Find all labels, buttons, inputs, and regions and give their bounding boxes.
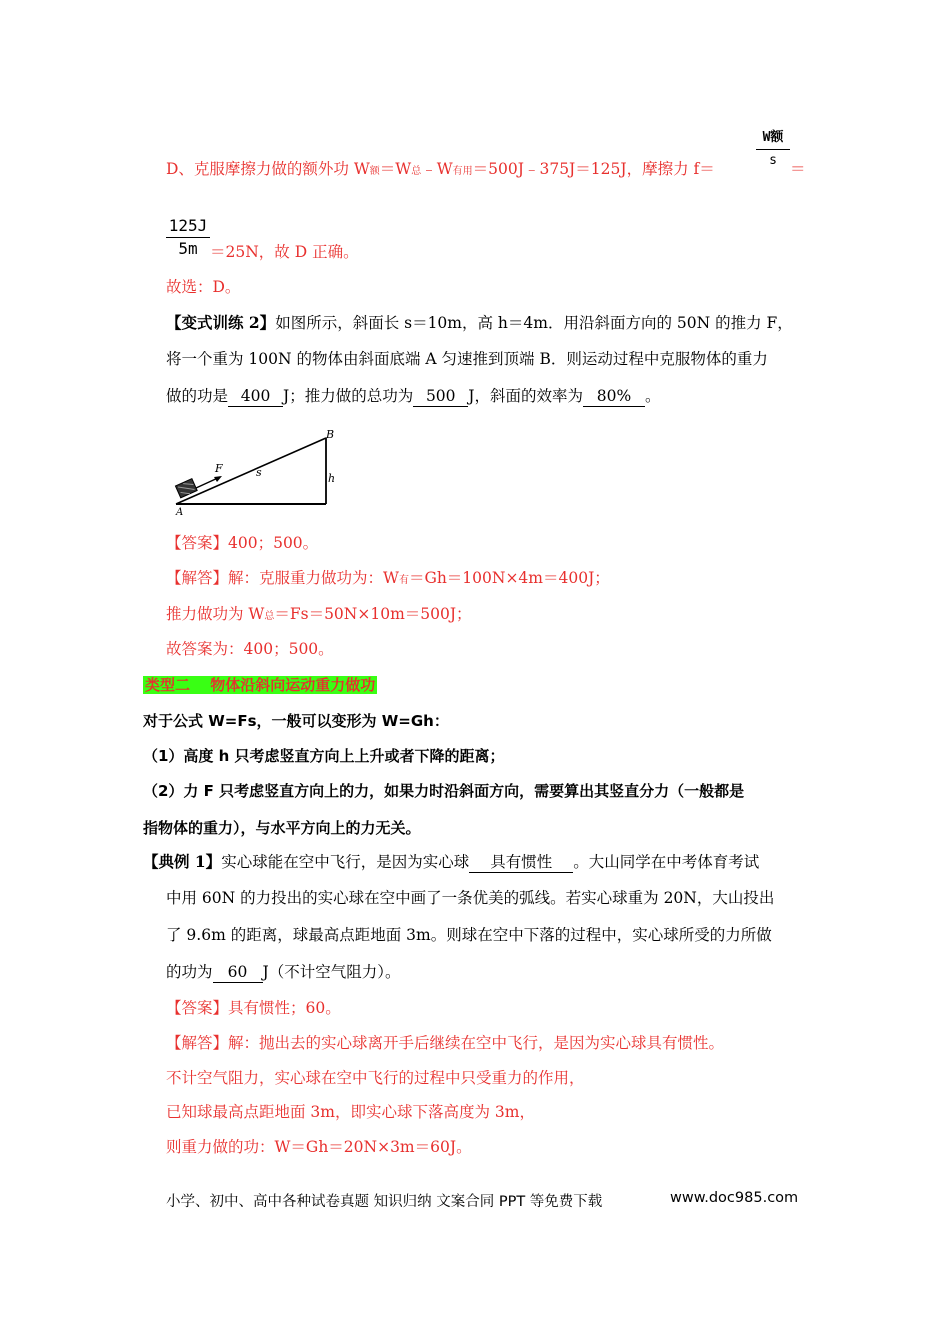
example1-text4b: J（不计空气阻力）。 [262,963,401,981]
solution2-line3: 已知球最高点距地面 3m，即实心球下落高度为 3m， [166,1103,535,1121]
part-d-rest: ＝500J﹣375J＝125J，摩擦力 f＝ [472,160,715,178]
example1-line3: 了 9.6m 的距离，球最高点距地面 3m。则球在空中下落的过程中，实心球所受的力所做 [166,926,772,944]
block-object [175,479,197,498]
variant2-line1 [166,312,793,334]
type2-heading [143,674,377,695]
label-f: F [215,462,223,475]
fraction-125j-over-5m [166,216,210,260]
variant2-line2: 将一个重为 100N 的物体由斜面底端 A 匀速推到顶端 B．则运动过程中克服物体的重力 [166,350,768,368]
blank-total-work: 500 [413,386,468,407]
answer2: 【答案】具有惯性；60。 [166,999,341,1017]
blank-inertia: 具有惯性 [469,852,573,873]
part-d-minus: ﹣W [421,160,453,178]
part-d-eq1: ＝W [379,160,412,178]
variant2-label: 【变式训练 2】 [166,313,276,332]
type2-para2: （1）高度 h 只考虑竖直方向上上升或者下降的距离； [143,747,505,765]
answer1: 【答案】400；500。 [166,534,319,552]
label-s: s [256,466,262,479]
fraction-w-over-s [756,128,790,171]
footer-right: www.doc985.com [670,1190,799,1206]
solution1-sub2: 总 [264,611,275,622]
incline-hypotenuse [176,438,326,504]
example1-line1 [143,851,759,873]
fraction2-numerator: 125J [168,216,208,235]
part-d-prefix: D、克服摩擦力做的额外功 W [166,160,370,178]
fraction1-denominator: s [769,153,777,168]
example1-text1a: 实心球能在空中飞行，是因为实心球 [221,853,470,871]
solution2-line4: 则重力做的功：W＝Gh＝20N×3m＝60J。 [166,1138,472,1156]
blank-work-gravity: 400 [228,386,283,407]
type2-para4: 指物体的重力），与水平方向上的力无关。 [143,819,421,837]
solution1-sub1: 有 [398,575,409,586]
solution1-text1b: ＝Gh＝100N×4m＝400J； [408,569,610,587]
variant2-text3c: J，斜面的效率为 [468,387,583,405]
example1-label: 【典例 1】 [143,852,222,871]
solution1-line1 [166,567,610,592]
part-d-tail: ＝25N，故 D 正确。 [210,243,359,261]
sub-z: 总 [411,166,422,177]
solution2-line2: 不计空气阻力，实心球在空中飞行的过程中只受重力的作用， [166,1069,585,1087]
label-a: A [176,507,184,516]
part-d-eq-end: ＝ [790,160,806,178]
fraction1-numerator: W额 [762,130,784,145]
type2-title: 类型二 物体沿斜向运动重力做功 [145,676,376,694]
solution1-text2b: ＝Fs＝50N×10m＝500J； [274,605,472,623]
label-h: h [328,472,336,485]
variant2-text3a: 做的功是 [166,387,229,405]
variant2-text3d: 。 [644,387,661,405]
solution1-text2a: 推力做功为 W [166,605,265,623]
choose-line: 故选：D。 [166,278,241,296]
blank-efficiency: 80% [583,386,645,407]
fraction2-denominator: 5m [178,239,198,258]
variant2-line3 [166,385,660,407]
variant2-text1: 如图所示，斜面长 s＝10m，高 h＝4m．用沿斜面方向的 50N 的推力 F， [275,314,793,332]
solution1-line2 [166,603,472,628]
type2-para3: （2）力 F 只考虑竖直方向上的力，如果力时沿斜面方向，需要算出其竖直分力（一般都是 [143,782,745,800]
part-d-line [166,158,715,183]
sub-e: 额 [369,166,380,177]
footer-left: 小学、初中、高中各种试卷真题 知识归纳 文案合同 PPT 等免费下载 [166,1194,603,1210]
blank-work-done: 60 [213,962,263,983]
variant2-text3b: J；推力做的总功为 [283,387,414,405]
example1-text1b: 。大山同学在中考体育考试 [573,853,760,871]
example1-line2: 中用 60N 的力投出的实心球在空中画了一条优美的弧线。若实心球重为 20N，大山投出 [166,889,775,907]
type2-para1: 对于公式 W=Fs，一般可以变形为 W=Gh： [143,712,449,730]
sub-y: 有用 [452,166,473,177]
example1-text4a: 的功为 [166,963,213,981]
fraction1-bar [756,149,790,150]
solution2-line1: 【解答】解：抛出去的实心球离开手后继续在空中飞行，是因为实心球具有惯性。 [166,1034,725,1052]
solution1-line3: 故答案为：400；500。 [166,640,334,658]
solution1-text1a: 【解答】解：克服重力做功为：W [166,569,399,587]
label-b: B [326,428,335,441]
incline-figure [168,424,348,516]
example1-line4 [166,961,400,983]
